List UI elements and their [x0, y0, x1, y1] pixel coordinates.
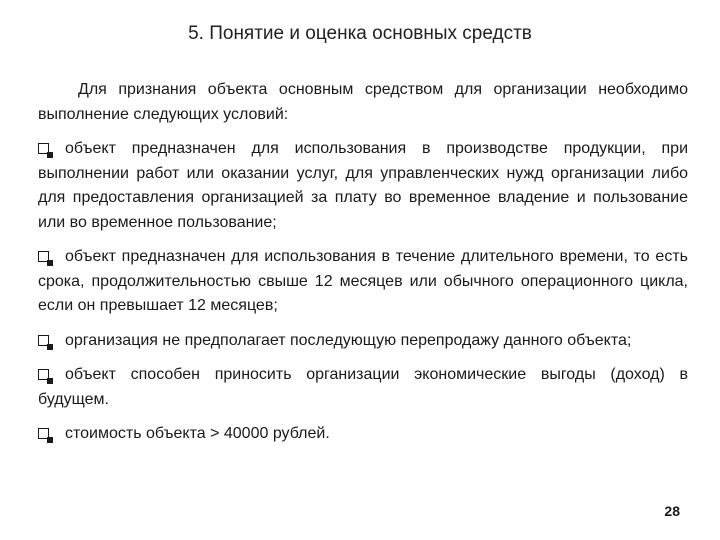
checkbox-bullet-icon	[38, 143, 49, 154]
condition-text: организация не предполагает последующую перепродажу данного объекта;	[65, 331, 632, 349]
slide-title: 5. Понятие и оценка основных средств	[188, 23, 532, 44]
checkbox-bullet-icon	[38, 428, 49, 439]
checkbox-bullet-icon	[38, 335, 49, 346]
condition-item	[38, 245, 688, 319]
condition-text: объект предназначен для использования в производстве продукции, при выполнении работ или оказании услуг, для управленческих нужд организации либо для предоставления организацией за плату во временное владение и пользование или во временное пользование;	[38, 140, 688, 231]
condition-text: стоимость объекта > 40000 рублей.	[65, 425, 330, 442]
checkbox-bullet-icon	[38, 251, 49, 262]
page-number: 28	[664, 503, 680, 519]
condition-item	[38, 363, 688, 412]
slide-content	[38, 78, 688, 457]
condition-item	[38, 329, 688, 354]
condition-text: объект способен приносить организации экономические выгоды (доход) в будущем.	[38, 366, 688, 408]
condition-text: объект предназначен для использования в течение длительного времени, то есть срока, продолжительностью свыше 12 месяцев или обычного операционного цикла, если он превышает 12 месяцев;	[38, 248, 688, 314]
checkbox-bullet-icon	[38, 369, 49, 380]
intro-paragraph: Для признания объекта основным средством для организации необходимо выполнение следующих условий:	[38, 81, 688, 123]
condition-item	[38, 137, 688, 235]
condition-item	[38, 422, 688, 447]
